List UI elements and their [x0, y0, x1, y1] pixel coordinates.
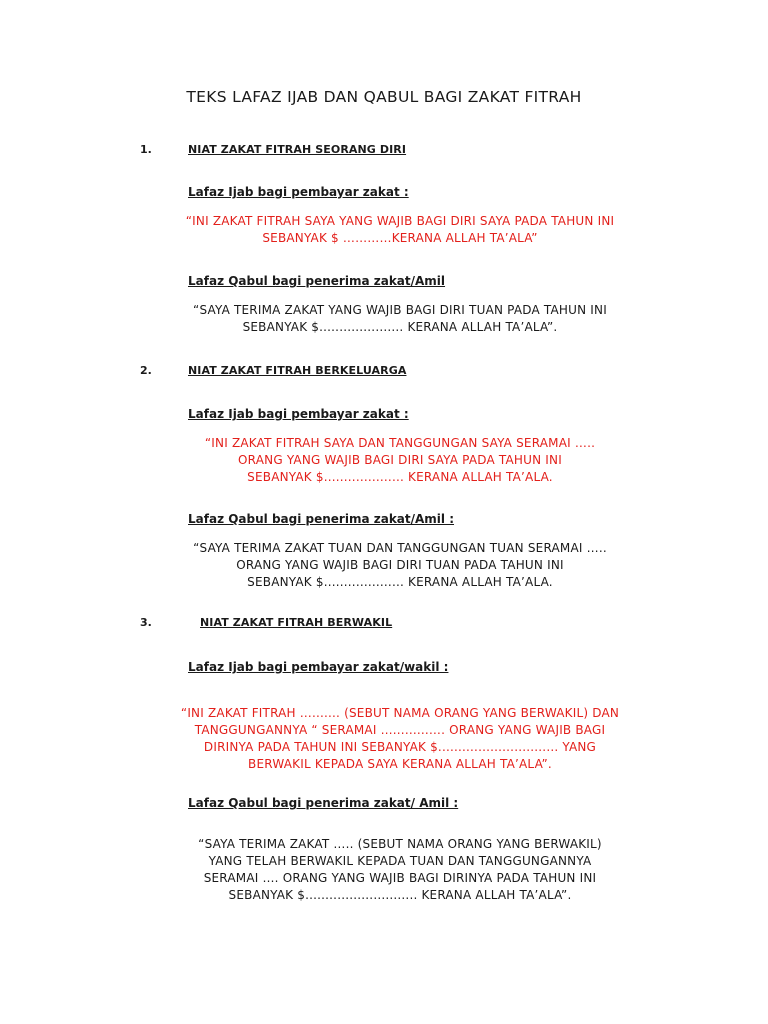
qabul-label: Lafaz Qabul bagi penerima zakat/Amil — [188, 274, 446, 288]
section-heading: NIAT ZAKAT FITRAH SEORANG DIRI — [188, 143, 407, 156]
qabul-line: “SAYA TERIMA ZAKAT YANG WAJIB BAGI DIRI TUAN PADA TAHUN INI — [193, 303, 607, 317]
ijab-line: SEBANYAK $ …………KERANA ALLAH TA’ALA” — [262, 231, 538, 245]
qabul-line: ORANG YANG WAJIB BAGI DIRI TUAN PADA TAHUN INI — [236, 558, 564, 572]
ijab-text — [170, 435, 630, 486]
qabul-label: Lafaz Qabul bagi penerima zakat/Amil : — [188, 512, 455, 526]
section-heading: NIAT ZAKAT FITRAH BERWAKIL — [200, 616, 393, 629]
section-number: 3. — [140, 616, 152, 629]
ijab-line: “INI ZAKAT FITRAH …....... (SEBUT NAMA ORANG YANG BERWAKIL) DAN — [180, 706, 620, 720]
qabul-line: “SAYA TERIMA ZAKAT ….. (SEBUT NAMA ORANG YANG BERWAKIL) — [198, 837, 602, 851]
section-number: 2. — [140, 364, 152, 377]
ijab-label: Lafaz Ijab bagi pembayar zakat/wakil : — [188, 660, 449, 674]
qabul-line: YANG TELAH BERWAKIL KEPADA TUAN DAN TANGGUNGANNYA — [208, 854, 592, 868]
qabul-label: Lafaz Qabul bagi penerima zakat/ Amil : — [188, 796, 459, 810]
ijab-line: ORANG YANG WAJIB BAGI DIRI SAYA PADA TAHUN INI — [238, 453, 562, 467]
ijab-line: DIRINYA PADA TAHUN INI SEBANYAK $.............................. YANG — [203, 740, 597, 754]
qabul-line: SEBANYAK $.................... KERANA ALLAH TA’ALA. — [247, 575, 553, 589]
ijab-line: “INI ZAKAT FITRAH SAYA DAN TANGGUNGAN SAYA SERAMAI ….. — [204, 436, 596, 450]
qabul-text — [170, 540, 630, 591]
ijab-label: Lafaz Ijab bagi pembayar zakat : — [188, 407, 409, 421]
ijab-line: BERWAKIL KEPADA SAYA KERANA ALLAH TA’ALA”. — [248, 757, 552, 771]
qabul-line: SEBANYAK $..................... KERANA ALLAH TA’ALA”. — [242, 320, 558, 334]
ijab-text — [170, 705, 630, 773]
document-title: TEKS LAFAZ IJAB DAN QABUL BAGI ZAKAT FITRAH — [186, 88, 582, 106]
ijab-text — [170, 213, 630, 247]
qabul-line: SERAMAI …. ORANG YANG WAJIB BAGI DIRINYA PADA TAHUN INI — [203, 871, 597, 885]
section-heading: NIAT ZAKAT FITRAH BERKELUARGA — [188, 364, 407, 377]
ijab-label: Lafaz Ijab bagi pembayar zakat : — [188, 185, 409, 199]
qabul-text — [170, 302, 630, 336]
qabul-text — [170, 836, 630, 904]
ijab-line: TANGGUNGANNYA “ SERAMAI ….........…. ORANG YANG WAJIB BAGI — [194, 723, 606, 737]
qabul-line: SEBANYAK $............................ KERANA ALLAH TA’ALA”. — [228, 888, 572, 902]
section-number: 1. — [140, 143, 152, 156]
qabul-line: “SAYA TERIMA ZAKAT TUAN DAN TANGGUNGAN TUAN SERAMAI ….. — [193, 541, 607, 555]
ijab-line: “INI ZAKAT FITRAH SAYA YANG WAJIB BAGI DIRI SAYA PADA TAHUN INI — [185, 214, 615, 228]
ijab-line: SEBANYAK $.................... KERANA ALLAH TA’ALA. — [247, 470, 553, 484]
